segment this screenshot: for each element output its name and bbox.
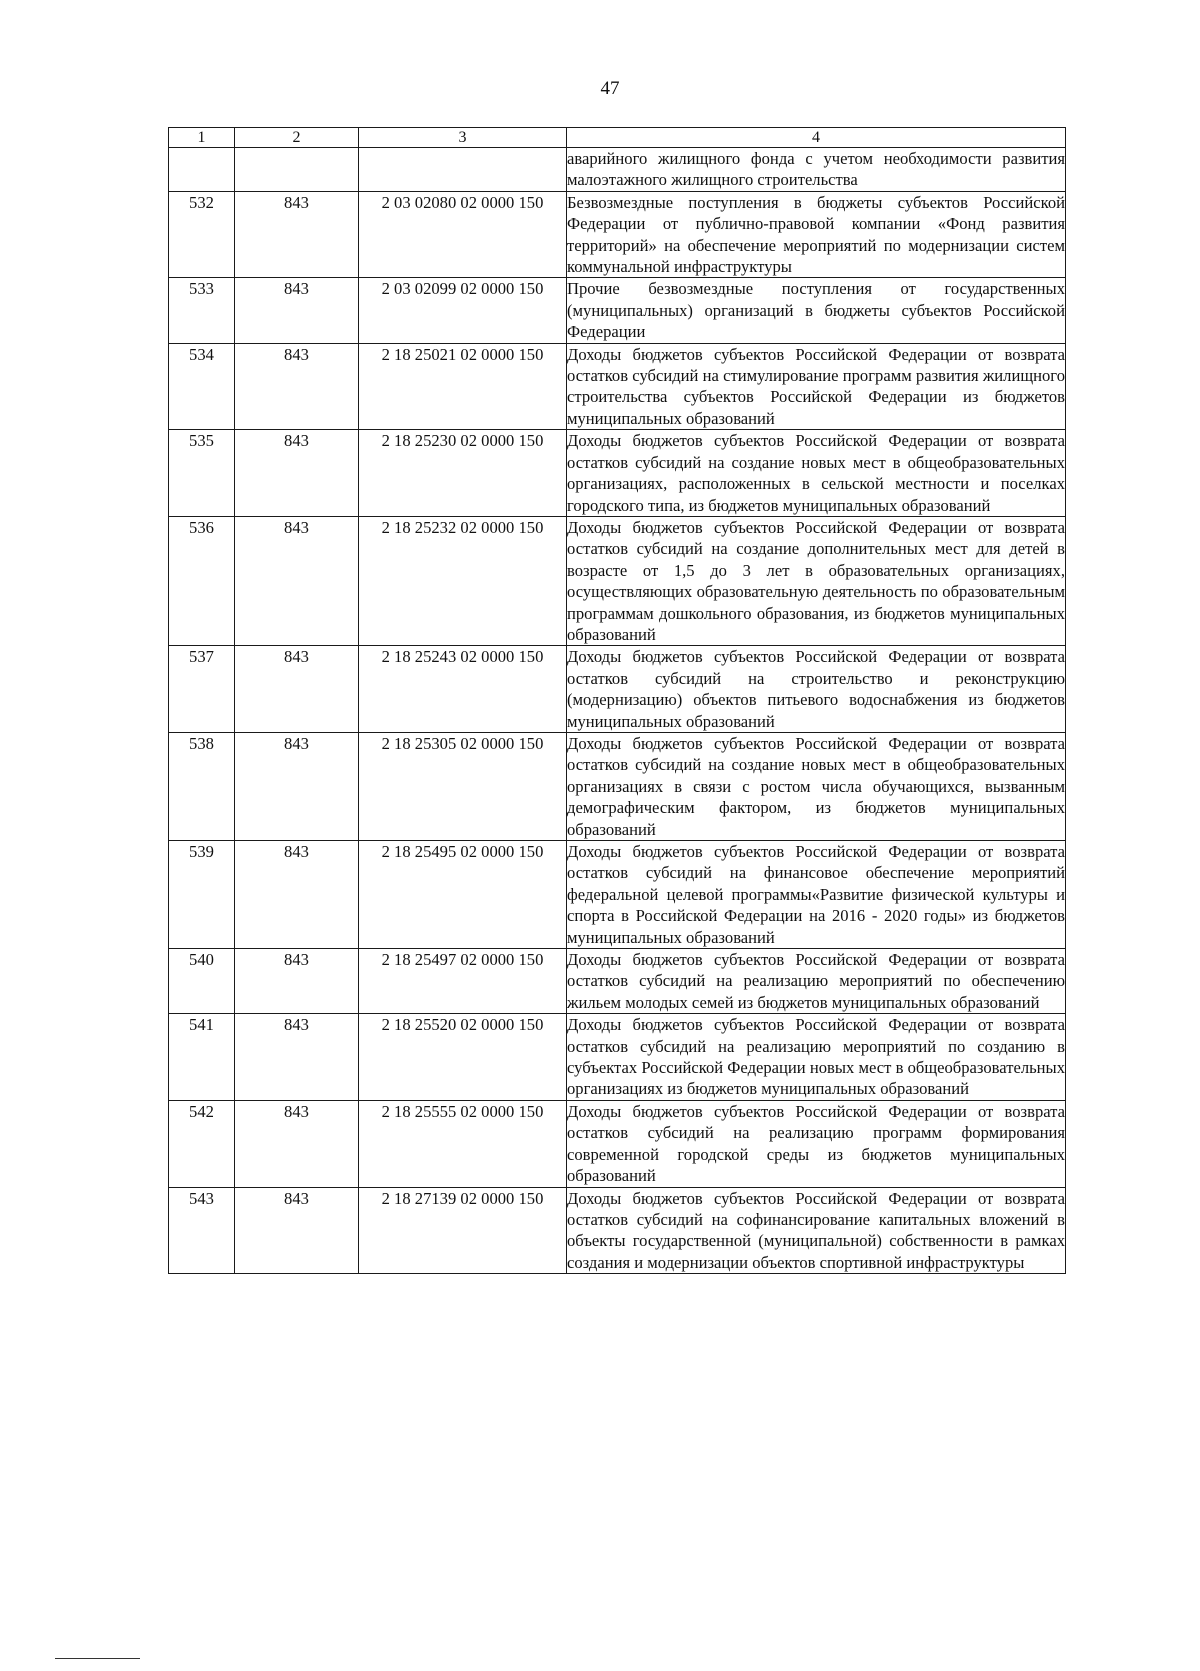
budget-code-cell: 2 18 25555 02 0000 150 <box>359 1100 567 1187</box>
row-number-cell: 535 <box>169 430 235 517</box>
row-number-cell: 538 <box>169 732 235 840</box>
row-number-cell: 543 <box>169 1187 235 1274</box>
description-cell: Доходы бюджетов субъектов Российской Федерации от возврата остатков субсидий на строительство и реконструкцию (модернизацию) объектов питьевого водоснабжения из бюджетов муниципальных образований <box>567 647 1065 731</box>
budget-code-cell: 2 18 25021 02 0000 150 <box>359 343 567 430</box>
column-header-2: 2 <box>235 128 359 148</box>
description-cell: аварийного жилищного фонда с учетом необходимости развития малоэтажного жилищного строительства <box>567 149 1065 190</box>
budget-code-cell: 2 18 25497 02 0000 150 <box>359 949 567 1014</box>
admin-code-cell: 843 <box>235 278 359 343</box>
budget-code-cell: 2 18 25243 02 0000 150 <box>359 646 567 733</box>
budget-code-cell: 2 03 02080 02 0000 150 <box>359 191 567 278</box>
admin-code-cell: 843 <box>235 430 359 517</box>
budget-code-cell: 2 18 25495 02 0000 150 <box>359 841 567 949</box>
budget-code-cell: 2 18 27139 02 0000 150 <box>359 1187 567 1274</box>
table-row <box>169 430 1066 517</box>
row-number-cell: 541 <box>169 1014 235 1101</box>
description-cell: Доходы бюджетов субъектов Российской Федерации от возврата остатков субсидий на реализацию мероприятий по обеспечению жильем молодых семей из бюджетов муниципальных образований <box>567 950 1065 1012</box>
table-row <box>169 841 1066 949</box>
column-header-4: 4 <box>567 128 1066 148</box>
admin-code-cell: 843 <box>235 516 359 645</box>
column-header-1: 1 <box>169 128 235 148</box>
row-number-cell: 534 <box>169 343 235 430</box>
admin-code-cell: 843 <box>235 343 359 430</box>
description-cell: Доходы бюджетов субъектов Российской Федерации от возврата остатков субсидий на софинансирование капитальных вложений в объекты государственной (муниципальной) собственности в рамках создания и модернизации объектов спортивной инфраструктуры <box>567 1188 1065 1272</box>
table-row <box>169 646 1066 733</box>
admin-code-cell: 843 <box>235 1187 359 1274</box>
description-cell: Прочие безвозмездные поступления от государственных (муниципальных) организаций в бюджеты субъектов Российской Федерации <box>567 279 1065 342</box>
column-header-3: 3 <box>359 128 567 148</box>
budget-code-cell: 2 18 25230 02 0000 150 <box>359 430 567 517</box>
table-row <box>169 278 1066 343</box>
page-number: 47 <box>600 78 620 99</box>
description-cell: Доходы бюджетов субъектов Российской Федерации от возврата остатков субсидий на реализацию программ формирования современной городской среды из бюджетов муниципальных образований <box>567 1101 1065 1186</box>
description-cell: Доходы бюджетов субъектов Российской Федерации от возврата остатков субсидий на реализацию мероприятий по созданию в субъектах Российской Федерации новых мест в общеобразовательных организациях из бюджетов муниципальных образований <box>567 1015 1065 1099</box>
table-row-continuation <box>169 148 1066 192</box>
table-row <box>169 1187 1066 1274</box>
row-number-cell: 540 <box>169 949 235 1014</box>
admin-code-cell: 843 <box>235 949 359 1014</box>
row-number-cell: 532 <box>169 191 235 278</box>
row-number-cell: 539 <box>169 841 235 949</box>
footer-rule <box>55 1658 140 1659</box>
description-cell: Доходы бюджетов субъектов Российской Федерации от возврата остатков субсидий на создание новых мест в общеобразовательных организациях в связи с ростом числа обучающихся, вызванным демографическим фактором, из бюджетов муниципальных образований <box>567 733 1065 839</box>
budget-code-cell: 2 18 25520 02 0000 150 <box>359 1014 567 1101</box>
table-row <box>169 732 1066 840</box>
table-header-row <box>169 128 1066 148</box>
description-cell: Доходы бюджетов субъектов Российской Федерации от возврата остатков субсидий на стимулирование программ развития жилищного строительства субъектов Российской Федерации из бюджетов муниципальных образований <box>567 344 1065 428</box>
row-number-cell <box>169 148 235 192</box>
budget-code-cell: 2 18 25232 02 0000 150 <box>359 516 567 645</box>
row-number-cell: 537 <box>169 646 235 733</box>
budget-revenue-table <box>168 127 1066 1274</box>
row-number-cell: 533 <box>169 278 235 343</box>
description-cell: Безвозмездные поступления в бюджеты субъектов Российской Федерации от публично-правовой компании «Фонд развития территорий» на обеспечение мероприятий по модернизации систем коммунальной инфраструктуры <box>567 192 1065 277</box>
description-cell: Доходы бюджетов субъектов Российской Федерации от возврата остатков субсидий на создание дополнительных мест для детей в возрасте от 1,5 до 3 лет в образовательных организациях, осуществляющих образовательную деятельность по образовательным программам дошкольного образования, из бюджетов муниципальных образований <box>567 517 1065 644</box>
admin-code-cell: 843 <box>235 191 359 278</box>
budget-code-cell: 2 18 25305 02 0000 150 <box>359 732 567 840</box>
row-number-cell: 542 <box>169 1100 235 1187</box>
admin-code-cell: 843 <box>235 732 359 840</box>
budget-code-cell: 2 03 02099 02 0000 150 <box>359 278 567 343</box>
table-row <box>169 516 1066 645</box>
table-row <box>169 949 1066 1014</box>
description-cell: Доходы бюджетов субъектов Российской Федерации от возврата остатков субсидий на финансовое обеспечение мероприятий федеральной целевой программы«Развитие физической культуры и спорта в Российской Федерации на 2016 - 2020 годы» из бюджетов муниципальных образований <box>567 842 1065 947</box>
budget-code-cell <box>359 148 567 192</box>
admin-code-cell: 843 <box>235 1100 359 1187</box>
description-cell: Доходы бюджетов субъектов Российской Федерации от возврата остатков субсидий на создание новых мест в общеобразовательных организациях, расположенных в сельской местности и поселках городского типа, из бюджетов муниципальных образований <box>567 431 1065 515</box>
admin-code-cell: 843 <box>235 841 359 949</box>
table-row <box>169 191 1066 278</box>
admin-code-cell: 843 <box>235 646 359 733</box>
admin-code-cell <box>235 148 359 192</box>
row-number-cell: 536 <box>169 516 235 645</box>
table-row <box>169 1100 1066 1187</box>
table-row <box>169 343 1066 430</box>
table-row <box>169 1014 1066 1101</box>
admin-code-cell: 843 <box>235 1014 359 1101</box>
